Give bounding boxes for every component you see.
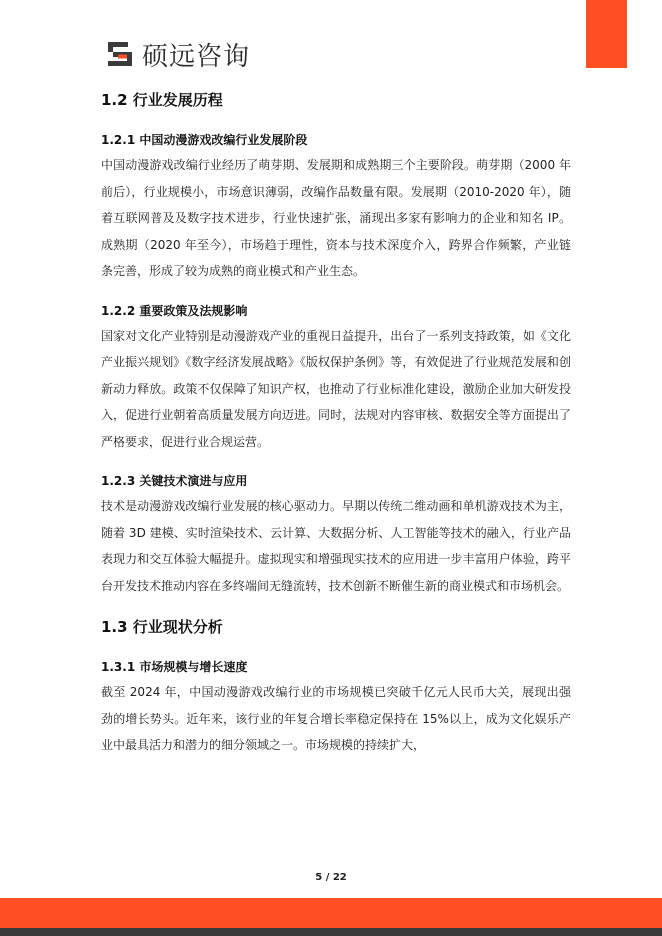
section-heading: 1.2 行业发展历程	[101, 91, 223, 109]
subsection-heading: 1.2.2 重要政策及法规影响	[101, 303, 248, 318]
page-number: 5 / 22	[315, 872, 347, 883]
footer-accent-bar	[0, 898, 662, 928]
paragraph: 中国动漫游戏改编行业经历了萌芽期、发展期和成熟期三个主要阶段。萌芽期（2000 年前后），行业规模小，市场意识薄弱，改编作品数量有限。发展期（2010-2020 年），随着互联网普及及数字技术进步，行业快速扩张，涌现出多家有影响力的企业和知名 IP。成熟期（2020 年至今），市场趋于理性，资本与技术深度介入，跨界合作频繁，产业链条完善，形成了较为成熟的商业模式和产业生态。	[101, 158, 571, 278]
paragraph: 技术是动漫游戏改编行业发展的核心驱动力。早期以传统二维动画和单机游戏技术为主，随着 3D 建模、实时渲染技术、云计算、大数据分析、人工智能等技术的融入，行业产品表现力和交互体验大幅提升。虚拟现实和增强现实技术的应用进一步丰富用户体验，跨平台开发技术推动内容在多终端间无缝流转，技术创新不断催生新的商业模式和市场机会。	[101, 499, 571, 593]
paragraph: 截至 2024 年，中国动漫游戏改编行业的市场规模已突破千亿元人民币大关，展现出强劲的增长势头。近年来，该行业的年复合增长率稳定保持在 15%以上，成为文化娱乐产业中最具活力和潜力的细分领域之一。市场规模的持续扩大，	[101, 685, 571, 752]
paragraph: 国家对文化产业特别是动漫游戏产业的重视日益提升，出台了一系列支持政策，如《文化产业振兴规划》《数字经济发展战略》《版权保护条例》等，有效促进了行业规范发展和创新动力释放。政策不仅保障了知识产权，也推动了行业标准化建设，激励企业加大研发投入，促进行业朝着高质量发展方向迈进。同时，法规对内容审核、数据安全等方面提出了严格要求，促进行业合规运营。	[101, 328, 571, 449]
subsection-heading: 1.2.3 关键技术演进与应用	[101, 474, 248, 488]
subsection-heading: 1.2.1 中国动漫游戏改编行业发展阶段	[101, 133, 308, 147]
page-content	[101, 88, 571, 759]
corner-accent-tab	[586, 0, 627, 68]
subsection-heading: 1.3.1 市场规模与增长速度	[101, 660, 248, 674]
section-heading: 1.3 行业现状分析	[101, 618, 223, 636]
logo-mark-icon	[106, 40, 134, 68]
footer-dark-line	[0, 928, 662, 936]
logo-text: 硕远咨询	[142, 41, 251, 72]
company-logo	[106, 38, 250, 70]
